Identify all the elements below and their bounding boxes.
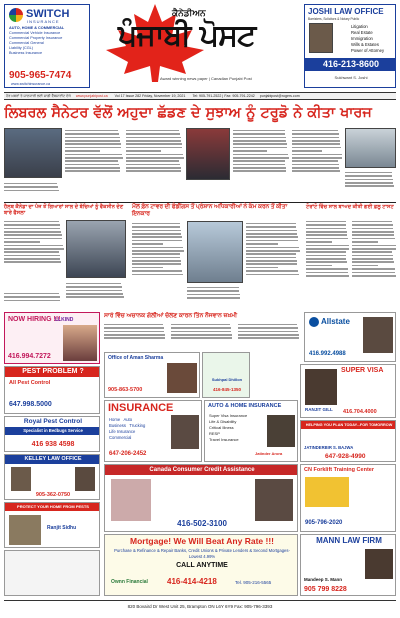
text-line [233,157,289,159]
switch-logo-icon [9,8,23,22]
royal-phone: 416 938 4598 [31,441,75,448]
consumer-photo-2 [255,479,293,521]
main-headline: ਲਿਬਰਲ ਸੈਨੇਟਰ ਵੱਲੋਂ ਅਹੁਦਾ ਛੱਡਣ ਦੇ ਸੁਝਾਅ ਨੂੰ ਟਰੂਡੋ ਨੇ ਕੀਤਾ ਖਾਰਜ [4,105,372,121]
text-line [246,247,299,249]
story4-title: ਟੋਰਾਂਟੋ ਵਿੱਚ ਸਾਲ ਬਾਅਦ ਕੀਤੀ ਗਈ ਫ਼ਲੂ ਟਾਸਟ [306,204,394,210]
text-line [132,260,181,262]
text-line [292,167,339,169]
text-line [4,183,57,185]
switch-brand: SWITCH [26,8,70,20]
masthead-phones: Tel: 905-791-2522 | Fax: 905-791-2242 [192,94,255,98]
text-line [352,238,395,240]
text-line [292,160,338,162]
sukhpal-phone: 416-845-1350 [212,387,242,392]
text-line [171,337,232,339]
text-line [246,250,300,252]
text-line [126,147,182,149]
joshi-sub: Barristers, Solicitors & Notary Public [308,17,360,21]
text-line [292,133,339,135]
kelley-photo-1 [11,467,31,491]
allstate-phone: 416.992.4988 [309,351,346,357]
footer-strip: 820 Bovaird Dr West Unit 25, Brampton ON L6Y 6Y9 Fax: 905-796-3393 [4,600,396,612]
text-line [352,272,395,274]
text-line [187,297,240,299]
story5-col3 [238,322,302,350]
mann-phone: 905 799 8228 [304,586,347,593]
mann-law-ad[interactable] [300,534,396,596]
switch-insurance-ad[interactable] [4,4,90,88]
story1-col1 [65,128,123,200]
consumer-photo-1 [111,479,151,521]
mann-photo [365,549,393,579]
text-line [246,257,296,259]
text-line [246,274,299,276]
text-line [4,224,60,226]
story1-col4 [292,128,342,200]
text-line [104,334,165,336]
forklift-photo [305,477,349,507]
masthead-strip: ਹੋਰ ਖ਼ਬਰਾਂ ਤੇ ਜਾਣਕਾਰੀ ਲਈ ਸਾਡੀ ਵੈੱਬਸਾਈਟ ਦੇਖੋ www.punjabipost.ca Vol 17 Issue 282 Friday, November 19, 2021 Tel: 905-791-2522 | Fax: 905-791-2242 punjabipost@rogers.com [4,92,396,100]
masthead-email[interactable]: punjabipost@rogers.com [259,94,300,98]
text-line [126,150,161,152]
text-line [65,160,118,162]
protect-home-ad[interactable] [4,502,100,548]
switch-sub: INSURANCE [27,19,60,24]
auto-home-title: AUTO & HOME INSURANCE [208,403,282,409]
story3-col3 [246,221,300,309]
text-line [292,170,340,172]
text-line [104,327,164,329]
text-line [233,137,286,139]
text-line [246,226,296,228]
masthead-tagline: Award winning news paper | Canadian Punjabi Post [160,76,252,81]
text-line [238,331,298,333]
mann-name: Mandeep S. Mann [304,577,343,582]
pest-sub: All Pest Control [9,380,51,386]
text-line [126,157,184,159]
text-line [246,260,297,262]
vaccine-photo [345,128,396,168]
masthead-prefix: ਕੈਨੇਡੀਅਨ [172,8,206,18]
text-line [233,147,287,149]
text-line [126,170,181,172]
text-line [246,253,296,255]
text-line [233,140,286,142]
text-line [4,296,60,298]
protect-photo [9,515,41,545]
royal-pest-ad[interactable] [4,416,100,452]
text-line [171,334,232,336]
text-line [306,272,348,274]
mortgage-tel: Tel. 905-216-5565 [235,580,272,585]
text-line [352,268,395,270]
text-line [246,240,298,242]
text-line [4,255,60,257]
switch-site: www.switchinsurance.ca [11,82,50,86]
joshi-law-ad[interactable] [304,4,396,88]
text-line [187,294,240,296]
helping-plan-ad[interactable] [300,420,396,462]
text-line [233,143,287,145]
text-line [238,334,299,336]
joshi-items: Litigation Real Estate Immigration Wills & Estates Power of Attorney [351,24,385,53]
text-line [352,245,396,247]
text-line [233,164,285,166]
auto-home-insurance-ad[interactable] [204,400,298,462]
story2-col2 [4,291,64,309]
text-line [104,331,164,333]
text-line [132,263,181,265]
text-line [292,143,340,145]
kelley-law-ad[interactable] [4,454,100,500]
text-line [4,248,64,250]
switch-lines: AUTO, HOME & COMMERCIAL Commercial Vehicle Insurance Commercial Property Insurance Commercial General Liability (CGL) Business Insurance [9,26,65,55]
text-line [132,223,180,225]
text-line [306,265,332,267]
text-line [352,275,396,277]
consumer-phone: 416-502-3100 [177,519,227,528]
story5-col2 [171,322,235,350]
text-line [132,250,184,252]
story4-col2 [352,219,396,309]
text-line [171,324,230,326]
text-line [292,150,322,152]
text-line [66,283,121,285]
allstate-title: Allstate [321,317,350,326]
official-photo [66,220,126,278]
story5-title: ਸਾਰੇ ਵਿੱਚ ਅਚਾਨਕ ਗੋਲੀਆਂ ਚੱਲਣ ਕਾਰਨ ਤਿੰਨ ਨੌਜਵਾਨ ਜ਼ਖ਼ਮੀ [104,313,238,319]
text-line [132,247,183,249]
forklift-title: CN Forklift Training Center [304,467,374,473]
trudeau-photo [4,128,62,178]
consumer-credit-ad[interactable] [104,464,298,532]
text-line [352,231,394,233]
text-line [4,241,40,243]
amon-phone: 905-863-5700 [108,387,143,393]
text-line [65,170,120,172]
text-line [187,290,239,292]
mortgage-brand: Ownn Financial [111,579,148,585]
text-line [306,261,347,263]
text-line [132,270,182,272]
text-line [132,274,183,276]
allstate-photo [363,317,393,353]
amon-title: Office of Aman Sharma [108,355,164,361]
hiring-photo [63,325,97,361]
kelley-photo-2 [75,467,95,491]
text-line [292,157,342,159]
super-visa-ad[interactable] [300,364,396,418]
text-line [233,130,285,132]
hiring-brand: LLKIND [55,317,74,323]
pest-title: PEST PROBLEM ? [5,367,100,377]
story1-col2 [126,128,184,200]
story3-col2 [187,285,243,309]
story3-col1 [132,221,184,309]
text-line [246,267,278,269]
text-line [126,137,181,139]
bottom-left-ad[interactable] [4,550,100,596]
insurance-items: Home Auto Business Trucking Life Insurance Commercial [109,417,146,440]
helping-title: HELPING YOU PLAN TODAY...FOR TOMORROW [301,421,396,429]
text-line [238,327,298,329]
forklift-ad[interactable] [300,464,396,532]
insurance-ad[interactable] [104,400,202,462]
text-line [126,140,181,142]
text-line [66,296,124,298]
text-line [65,143,121,145]
text-line [132,243,163,245]
text-line [352,234,394,236]
text-line [345,172,392,174]
text-line [292,140,340,142]
text-line [104,324,163,326]
text-line [345,175,392,177]
helping-name: JATINDERBIR S. BAJWA [304,445,354,450]
text-line [132,236,182,238]
text-line [66,286,122,288]
text-line [126,154,183,156]
text-line [171,327,231,329]
aman-sharma-ad[interactable] [104,352,200,398]
text-line [306,228,346,230]
text-line [246,243,278,245]
insurance-photo [171,415,199,449]
text-line [4,234,62,236]
text-line [65,167,120,169]
text-line [306,241,332,243]
text-line [66,293,123,295]
text-line [104,337,165,339]
allstate-hands-icon [309,317,319,327]
text-line [246,230,297,232]
text-line [292,147,341,149]
protect-name: Ranjit Sidhu [47,525,77,531]
text-line [126,133,180,135]
protect-title: PROTECT YOUR HOME FROM PESTS [5,503,100,511]
auto-home-photo [267,415,295,447]
text-line [126,167,181,169]
text-line [306,238,348,240]
text-line [246,263,297,265]
text-line [352,258,393,260]
text-line [246,236,298,238]
insurance-title: INSURANCE [108,402,174,414]
text-line [4,238,62,240]
text-line [126,160,179,162]
text-line [345,182,393,184]
text-line [233,170,286,172]
text-line [4,221,59,223]
text-line [65,154,122,156]
kelley-phone: 905-362-0750 [35,492,71,498]
text-line [4,186,58,188]
consumer-title: Canada Consumer Credit Assistance [105,465,298,475]
hiring-phone: 416.994.7272 [8,353,51,360]
story1-col3 [233,128,289,200]
text-line [306,268,348,270]
text-line [65,164,119,166]
story2-col1 [4,219,64,289]
text-line [233,154,288,156]
text-line [345,179,393,181]
pest-phone: 647.998.5000 [9,401,52,408]
text-line [132,226,180,228]
text-line [352,261,394,263]
text-line [132,233,181,235]
sukhpal-name: Sukhpal Dhillon [211,377,243,382]
auto-home-name: Jatinder Arora [255,451,283,456]
text-line [65,157,123,159]
text-line [352,228,393,230]
text-line [132,267,163,269]
text-line [352,265,378,267]
story2-title: ਹੈਲਥ ਕੈਨੇਡਾ ਦਾ ਪੰਜ ਤੋਂ ਗਿਆਰਾਂ ਸਾਲ ਦੇ ਬੱਚਿਆਂ ਨੂੰ ਵੈਕਸੀਨ ਦੇਣ ਬਾਰੇ ਫੈਸਲਾ [4,204,124,217]
text-line [126,130,179,132]
senator-photo [186,128,230,180]
mortgage-title: Mortgage! We Will Beat Any Rate !!! [130,536,274,546]
super-visa-title: SUPER VISA [341,367,384,374]
story2-col3 [66,281,126,309]
text-line [65,130,118,132]
text-line [306,248,349,250]
text-line [352,251,392,253]
helping-phone: 647-928-4990 [325,453,366,460]
text-line [126,143,182,145]
mortgage-phone: 416-414-4218 [167,577,217,586]
story5-col1 [104,322,168,350]
forklift-phone: 905-796-2020 [305,520,343,526]
story4-col1 [306,219,349,309]
text-line [4,251,59,253]
text-line [306,234,347,236]
hiring-title: NOW HIRING !!! [8,316,61,323]
super-visa-phone: 416.704.4000 [343,409,377,415]
aman-photo [167,363,197,393]
mortgage-ad[interactable] [104,534,298,596]
masthead-title: ਪੰਜਾਬੀ ਪੋਸਟ [118,18,256,53]
text-line [238,324,297,326]
text-line [4,231,61,233]
tower-photo [187,221,243,283]
mann-title: MANN LAW FIRM [316,536,382,545]
text-line [352,248,396,250]
text-line [306,258,346,260]
lawyer-photo [309,23,333,53]
story1-col0 [4,181,62,200]
text-line [65,140,120,142]
divider [4,202,396,203]
text-line [352,221,392,223]
text-line [233,150,267,152]
pest-problem-ad[interactable] [4,366,100,414]
text-line [132,230,181,232]
text-line [65,133,119,135]
text-line [345,185,394,187]
text-line [233,167,286,169]
text-line [132,240,182,242]
text-line [306,224,346,226]
masthead-site[interactable]: www.punjabipost.ca [75,94,108,98]
text-line [306,255,346,257]
text-line [4,228,60,230]
text-line [171,331,231,333]
text-line [352,224,393,226]
text-line [65,137,120,139]
kelley-title: KELLEY LAW OFFICE [5,455,100,464]
text-line [246,233,297,235]
text-line [4,261,61,263]
text-line [306,251,346,253]
text-line [132,253,180,255]
text-line [66,290,122,292]
text-line [306,275,349,277]
text-line [292,137,339,139]
mortgage-call: CALL ANYTIME [176,562,228,569]
royal-sub: Specialist in Bedbugs Service [5,427,100,435]
text-line [187,287,239,289]
allstate-ad[interactable] [304,312,396,362]
joshi-name: Sukhwant S. Joshi [334,75,368,80]
text-line [126,164,180,166]
text-line [4,190,59,192]
canada-life-ad[interactable] [202,352,250,398]
hiring-ad[interactable] [4,312,100,364]
text-line [4,245,63,247]
text-line [292,164,339,166]
text-line [306,231,347,233]
text-line [65,150,100,152]
text-line [352,255,393,257]
text-line [292,154,342,156]
super-visa-name: RANJIT GILL [305,407,333,412]
text-line [292,130,338,132]
text-line [4,258,60,260]
switch-phone: 905-965-7474 [9,70,72,81]
text-line [132,257,180,259]
text-line [4,300,60,302]
text-line [246,270,298,272]
royal-title: Royal Pest Control [23,418,83,425]
joshi-phone: 416-213-8600 [305,58,396,71]
super-visa-photo [305,369,337,405]
story3-title: ਮੌਲ ਫ਼ੋਨ ਟਾਵਰ ਦੀ ਫੰਡੀਂਗਸ ਤੋਂ ਪ੍ਰੇਸ਼ਾਨ ਅਧਿਕਾਰੀਆਂ ਨੇ ਕੰਮ ਕਰਨ ਤੋਂ ਕੀਤਾ ਇਨਕਾਰ [132,204,288,217]
text-line [4,293,59,295]
insurance-phone: 647-206-2452 [109,451,147,457]
text-line [306,221,346,223]
text-line [306,245,349,247]
text-line [238,337,299,339]
auto-home-items: Super Visa Insurance Life & Disability Critical Illness RESP Travel Insurance [209,413,248,442]
joshi-title: JOSHI LAW OFFICE [308,7,384,16]
text-line [246,223,296,225]
masthead-date: Vol 17 Issue 282 Friday, November 19, 2021 [114,94,186,98]
mortgage-sub: Purchase & Refinance & Repair Banks, Credit Unions & Private Lenders & Second Mortgages-Lowest 4.99% [114,548,290,559]
text-line [233,133,285,135]
story1-col5 [345,170,396,200]
text-line [65,147,121,149]
text-line [233,160,285,162]
text-line [352,241,378,243]
